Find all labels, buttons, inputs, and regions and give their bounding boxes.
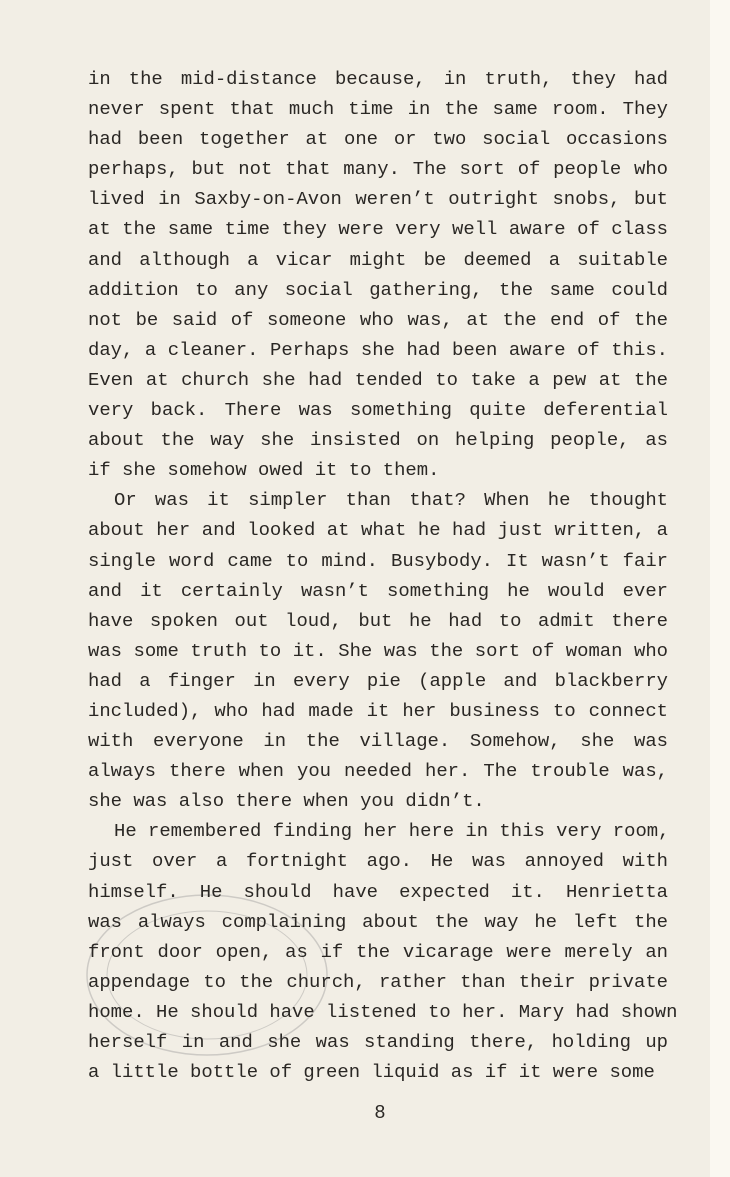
text-line: never spent that much time in the same room. They — [88, 98, 668, 121]
text-line: single word came to mind. Busybody. It wasn’t fair — [88, 549, 668, 572]
text-line: Even at church she had tended to take a pew at the — [88, 368, 668, 391]
text-line: was some truth to it. She was the sort of woman who — [88, 639, 668, 662]
text-line: herself in and she was standing there, holding up — [88, 1031, 668, 1053]
text-line: front door open, as if the vicarage were merely an — [88, 940, 668, 963]
text-line: day, a cleaner. Perhaps she had been aware of this. — [88, 338, 668, 361]
text-line: had been together at one or two social occasions — [88, 128, 668, 151]
text-line: a little bottle of green liquid as if it were some — [88, 1061, 655, 1084]
text-line: at the same time they were very well aware of class — [88, 218, 668, 241]
text-line: have spoken out loud, but he had to admit there — [88, 609, 668, 632]
text-line: lived in Saxby-on-Avon weren’t outright snobs, but — [88, 188, 668, 211]
text-line: always there when you needed her. The trouble was, — [88, 760, 668, 783]
text-line: and it certainly wasn’t something he would ever — [88, 579, 668, 602]
text-line: if she somehow owed it to them. — [88, 459, 440, 482]
text-line: appendage to the church, rather than their private — [88, 970, 668, 993]
text-line: included), who had made it her business to connect — [88, 699, 668, 722]
text-line: very back. There was something quite deferential — [88, 399, 668, 422]
page-number: 8 — [374, 1102, 386, 1124]
text-line: perhaps, but not that many. The sort of people who — [88, 158, 668, 181]
text-line: Or was it simpler than that? When he thought — [114, 489, 668, 512]
text-line: addition to any social gathering, the same could — [88, 278, 668, 301]
text-line: himself. He should have expected it. Henrietta — [88, 880, 668, 903]
text-line: had a finger in every pie (apple and blackberry — [88, 669, 668, 692]
text-line: was always complaining about the way he left the — [88, 910, 668, 933]
text-line: just over a fortnight ago. He was annoyed with — [88, 850, 668, 873]
text-line: about her and looked at what he had just written, a — [88, 519, 668, 542]
body-text — [88, 64, 678, 1087]
page-edge — [710, 0, 730, 1177]
text-line: home. He should have listened to her. Mary had shown — [88, 1000, 678, 1023]
text-line: and although a vicar might be deemed a suitable — [88, 248, 668, 271]
text-line: about the way she insisted on helping people, as — [88, 429, 668, 452]
text-line: with everyone in the village. Somehow, she was — [88, 730, 668, 753]
text-line: He remembered finding her here in this very room, — [114, 820, 670, 843]
text-line: not be said of someone who was, at the end of the — [88, 308, 668, 331]
text-line: in the mid-distance because, in truth, they had — [88, 68, 668, 90]
text-line: she was also there when you didn’t. — [88, 790, 485, 813]
